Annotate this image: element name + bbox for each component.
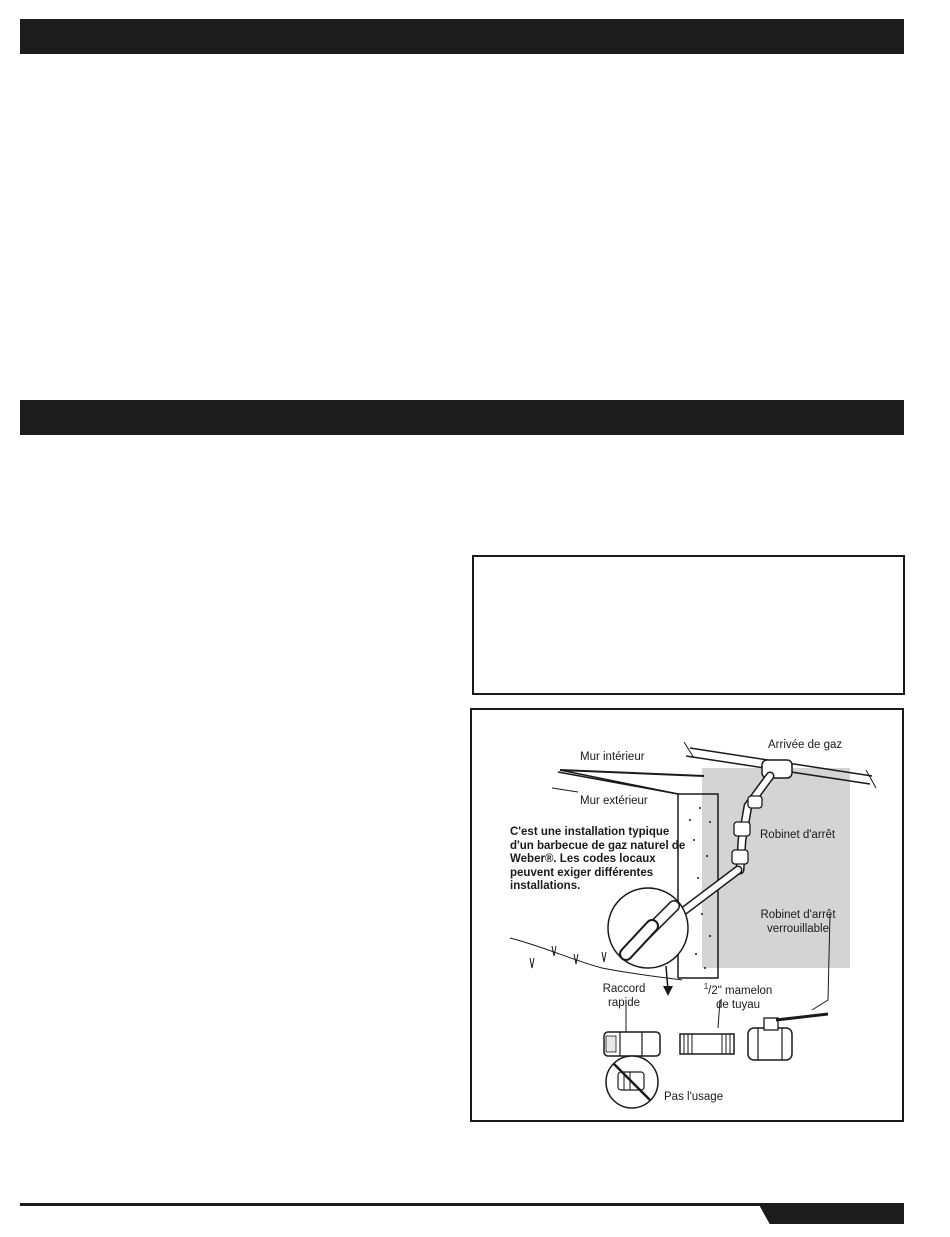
figure-caption: C'est une installation typique d'un barbecue de gaz naturel de Weber®. Les codes locaux peuvent exiger différentes installations.	[510, 826, 686, 892]
interior-wall-shade	[702, 768, 850, 968]
label-interior-wall: Mur intérieur	[580, 751, 645, 763]
label-gas-supply: Arrivée de gaz	[768, 739, 843, 751]
pipe-nipple-part	[680, 1034, 734, 1054]
label-pipe-nipple: $^1$/2" mamelon de tuyau	[703, 982, 773, 1011]
label-exterior-wall: Mur extérieur	[580, 795, 648, 807]
note-box	[472, 555, 905, 695]
installation-figure	[470, 708, 904, 1122]
locking-valve-part	[748, 1014, 828, 1060]
section-header-bar-top	[20, 19, 904, 54]
label-locking-valve: Robinet d'arrêt verrouillable	[760, 909, 836, 935]
quick-connect-part	[604, 1032, 660, 1056]
prohibited-fitting	[606, 1056, 658, 1108]
footer-page-tab	[758, 1203, 904, 1224]
shutoff-valve-fitting	[734, 822, 750, 836]
exterior-wall-leader	[552, 788, 578, 792]
label-shutoff-valve: Robinet d'arrêt	[760, 829, 836, 841]
label-not-used: Pas l'usage	[664, 1091, 724, 1103]
section-header-bar-middle	[20, 400, 904, 435]
label-quick-connect: Raccord rapide	[602, 983, 646, 1009]
